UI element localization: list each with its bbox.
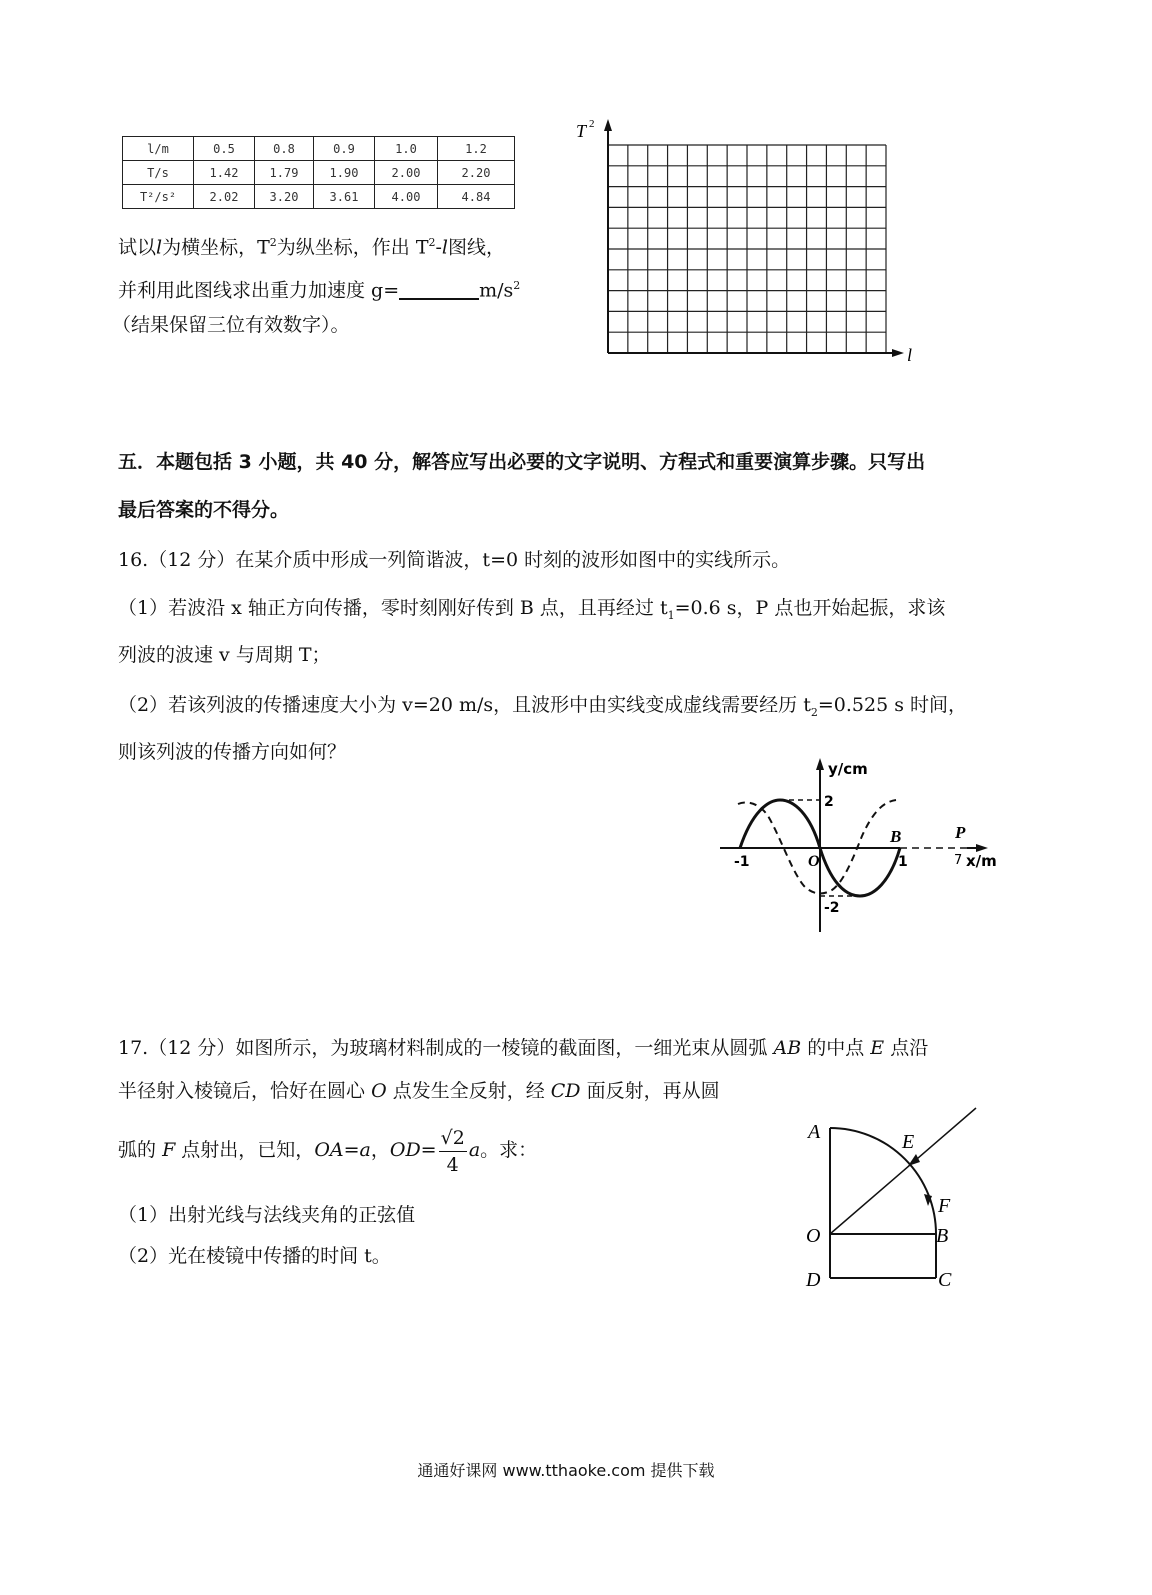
table-row [123,137,515,161]
text: 为横坐标，T [162,236,270,259]
tick-label: 2 [824,794,834,810]
q15-line-3: （结果保留三位有效数字）。 [112,314,350,336]
text: 半径射入棱镜后，恰好在圆心 [118,1080,366,1102]
variable: E [870,1037,885,1059]
point-label-p: P [955,823,966,842]
tick-label: 7 [954,853,963,868]
arc-ab [830,1128,936,1234]
text: 弧的 [118,1139,157,1161]
text: ， [370,1139,390,1161]
answer-blank[interactable] [399,278,479,300]
x-axis-arrow-icon [892,349,904,357]
text: 试以 [118,236,157,259]
text: （2）若该列波的传播速度大小为 v=20 m/s，且波形中由实线变成虚线需要经历 t [118,694,811,716]
text: 。求： [480,1139,538,1161]
graph-grid [570,115,930,375]
origin-label: O [808,853,820,870]
tick-label: -2 [824,900,840,916]
text: （1）若波沿 x 轴正方向传播，零时刻刚好传到 B 点，且再经过 t [118,597,668,619]
variable: a [468,1139,481,1161]
wave-figure [712,752,1012,937]
table-cell: 1.90 [314,161,375,185]
superscript: 2 [269,236,277,249]
section-5-heading-2: 最后答案的不得分。 [118,499,290,521]
subscript: 2 [810,705,818,719]
text: 的中点 [807,1037,865,1059]
subscript: 1 [667,608,675,622]
text: =0.6 s，P 点也开始起振，求该 [674,597,946,619]
y-axis-label: T [576,121,587,141]
q17-stem-line3 [118,1120,537,1180]
section-5-heading-1: 五．本题包括 3 小题，共 40 分，解答应写出必要的文字说明、方程式和重要演算步骤。只写出 [118,451,926,473]
variable: OD= [389,1139,437,1161]
q16-part1-line1 [118,593,945,631]
table-cell: 0.5 [194,137,255,161]
text: 点发生全反射，经 [392,1080,545,1102]
text: 点沿 [890,1037,929,1059]
table-cell: 2.20 [438,161,515,185]
data-table [122,136,515,209]
table-cell: 1.0 [375,137,438,161]
footer-text: 通通好课网 www.tthaoke.com 提供下载 [417,1461,715,1480]
y-axis-arrow-icon [816,758,824,770]
point-label-c: C [938,1269,952,1291]
variable: OA=a [314,1139,371,1161]
point-label-b: B [936,1225,949,1247]
variable: l [441,236,448,259]
ray-arrow-icon [908,1154,920,1166]
q17-stem-line1 [118,1033,928,1063]
variable: CD [550,1080,581,1102]
q15-line-2 [118,271,520,305]
fraction-denominator: 4 [446,1153,459,1176]
table-cell: 3.20 [255,185,314,209]
q16-stem: 16.（12 分）在某介质中形成一列简谐波，t=0 时刻的波形如图中的实线所示。 [118,549,791,571]
table-cell: 1.42 [194,161,255,185]
table-cell: T/s [123,161,194,185]
text: 并利用此图线求出重力加速度 g= [118,279,400,302]
point-label-d: D [806,1269,821,1291]
superscript: 2 [428,236,436,249]
q17-part1: （1）出射光线与法线夹角的正弦值 [118,1204,416,1226]
table-cell: 1.79 [255,161,314,185]
incident-ray [830,1108,976,1234]
point-label-a: A [808,1121,821,1143]
variable: O [371,1080,387,1102]
text: 17.（12 分）如图所示，为玻璃材料制成的一棱镜的截面图，一细光束从圆弧 [118,1037,768,1059]
point-label-o: O [806,1225,821,1247]
y-axis-arrow-icon [604,119,612,131]
table-cell: 3.61 [314,185,375,209]
text: 图线， [448,236,506,259]
x-axis-label: l [907,345,913,365]
q15-line-1 [118,228,505,262]
fraction [439,1125,467,1178]
grid-lines [608,145,886,353]
x-axis-label: x/m [966,852,997,870]
q16-part2-line2: 则该列波的传播方向如何？ [118,741,347,763]
x-axis-arrow-icon [976,844,988,852]
fraction-numerator: √2 [439,1125,467,1152]
table-cell: 2.02 [194,185,255,209]
y-axis-label: y/cm [828,760,868,778]
table-cell: 0.8 [255,137,314,161]
variable: F [162,1139,176,1161]
point-label-f: F [938,1195,951,1217]
table-cell: l/m [123,137,194,161]
text: =0.525 s 时间， [817,694,967,716]
variable: AB [773,1037,802,1059]
table-cell: T²/s² [123,185,194,209]
point-label-e: E [902,1131,915,1153]
table-cell: 4.00 [375,185,438,209]
q17-stem-line2 [118,1076,720,1106]
point-label-b: B [890,827,902,846]
table-cell: 2.00 [375,161,438,185]
table-row [123,161,515,185]
y-axis-sup: 2 [589,118,595,130]
text: 点射出，已知， [181,1139,315,1161]
variable: l [156,236,163,259]
text: - [435,236,442,259]
table-row [123,185,515,209]
text: 面反射，再从圆 [586,1080,720,1102]
q17-part2: （2）光在棱镜中传播的时间 t。 [118,1245,391,1267]
tick-label: -1 [734,854,750,870]
table-cell: 4.84 [438,185,515,209]
text: m/s [479,279,514,302]
q16-part1-line2: 列波的波速 v 与周期 T； [118,644,331,666]
text: 为纵坐标，作出 T [276,236,429,259]
q16-part2-line1 [118,690,967,728]
table-cell: 0.9 [314,137,375,161]
prism-figure [790,1100,990,1300]
table-cell: 1.2 [438,137,515,161]
tick-label: 1 [898,854,908,870]
superscript: 2 [513,279,521,292]
dashed-wave [738,800,896,893]
